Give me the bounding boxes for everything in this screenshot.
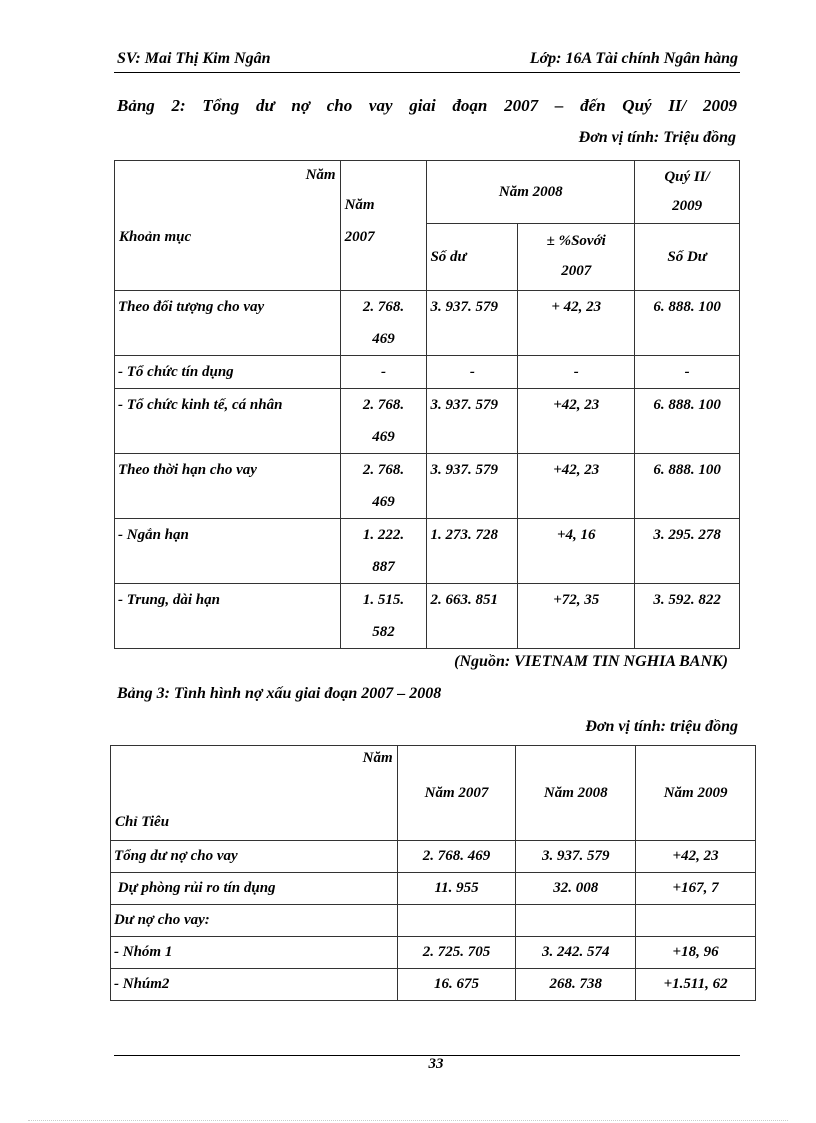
row-2007 bbox=[340, 389, 427, 454]
row-2009: +18, 96 bbox=[636, 937, 756, 969]
table2-sub-pct-l1: ± %Sovới bbox=[546, 233, 606, 249]
table2-title: Bảng 2: Tổng dư nợ cho vay giai đoạn 2007 – đến Quý II/ 2009 bbox=[117, 96, 737, 115]
row-2008: 3. 937. 579 bbox=[516, 841, 636, 873]
table2-col-2008: Năm 2008 bbox=[427, 161, 635, 224]
table3-bad-debt bbox=[110, 745, 756, 1001]
row-2007-a: 1. 222. bbox=[362, 527, 405, 543]
row-2008: 1. 273. 728 bbox=[427, 519, 518, 584]
row-2007: 2. 768. 469 bbox=[397, 841, 516, 873]
row-2009: +167, 7 bbox=[636, 873, 756, 905]
table3-col-2008: Năm 2008 bbox=[516, 746, 636, 841]
table3-corner-top: Năm bbox=[362, 750, 393, 766]
table2-loan-balance bbox=[114, 160, 740, 649]
table2-sub-q2-so-du: Số Dư bbox=[635, 224, 740, 291]
table-row bbox=[111, 937, 756, 969]
row-q2: - bbox=[635, 356, 740, 389]
row-q2: 6. 888. 100 bbox=[635, 291, 740, 356]
table2-col-2007-l2: 2007 bbox=[344, 229, 375, 245]
row-pct: +72, 35 bbox=[518, 584, 635, 649]
table3-title: Bảng 3: Tình hình nợ xấu giai đoạn 2007 – 2008 bbox=[117, 685, 442, 702]
table3-corner-header bbox=[111, 746, 398, 841]
table2-col-2007 bbox=[340, 161, 427, 291]
row-2008 bbox=[516, 905, 636, 937]
row-2007-a: 2. 768. bbox=[362, 299, 405, 315]
row-2008: 268. 738 bbox=[516, 969, 636, 1001]
table-row bbox=[111, 969, 756, 1001]
row-2007: 11. 955 bbox=[397, 873, 516, 905]
table2-col-2007-l1: Năm bbox=[344, 197, 375, 213]
table2-col-q2-l2: 2009 bbox=[672, 198, 703, 214]
row-2009: +1.511, 62 bbox=[636, 969, 756, 1001]
row-label: Dự phòng rủi ro tín dụng bbox=[111, 873, 398, 905]
row-label: Theo thời hạn cho vay bbox=[115, 454, 341, 519]
table-row bbox=[115, 356, 740, 389]
row-2007-b: 469 bbox=[372, 331, 395, 347]
table2-source: (Nguồn: VIETNAM TIN NGHIA BANK) bbox=[454, 653, 728, 670]
row-2007 bbox=[340, 519, 427, 584]
page-number: 33 bbox=[428, 1056, 444, 1072]
row-2008: 2. 663. 851 bbox=[427, 584, 518, 649]
table2-sub-so-du: Số dư bbox=[427, 224, 518, 291]
row-label: - Nhóm 1 bbox=[111, 937, 398, 969]
row-2007 bbox=[397, 905, 516, 937]
row-label: - Tổ chức tín dụng bbox=[115, 356, 341, 389]
header-class-name: Lớp: 16A Tài chính Ngân hàng bbox=[529, 50, 738, 67]
row-2007: 2. 725. 705 bbox=[397, 937, 516, 969]
row-label: Tổng dư nợ cho vay bbox=[111, 841, 398, 873]
row-q2: 6. 888. 100 bbox=[635, 389, 740, 454]
row-2007-a: 2. 768. bbox=[362, 462, 405, 478]
table2-sub-pct-l2: 2007 bbox=[561, 263, 592, 279]
row-label: Dư nợ cho vay: bbox=[111, 905, 398, 937]
row-2007-a: - bbox=[381, 364, 386, 380]
table2-corner-top: Năm bbox=[305, 167, 336, 183]
row-2008: 3. 937. 579 bbox=[427, 291, 518, 356]
table2-sub-pct bbox=[518, 224, 635, 291]
table-row bbox=[115, 584, 740, 649]
table-row bbox=[115, 454, 740, 519]
row-pct: +42, 23 bbox=[518, 454, 635, 519]
row-q2: 6. 888. 100 bbox=[635, 454, 740, 519]
table2-corner-bottom: Khoản mục bbox=[119, 229, 192, 245]
row-2008: - bbox=[427, 356, 518, 389]
row-2007-a: 2. 768. bbox=[362, 397, 405, 413]
row-2009: +42, 23 bbox=[636, 841, 756, 873]
table2-corner-header bbox=[115, 161, 341, 291]
row-label: - Tổ chức kinh tế, cá nhân bbox=[115, 389, 341, 454]
table3-col-2007: Năm 2007 bbox=[397, 746, 516, 841]
row-2008: 3. 937. 579 bbox=[427, 389, 518, 454]
table-row bbox=[111, 841, 756, 873]
row-2007 bbox=[340, 584, 427, 649]
row-2007 bbox=[340, 454, 427, 519]
row-2007 bbox=[340, 291, 427, 356]
row-2007-b: 582 bbox=[372, 624, 395, 640]
table-row bbox=[115, 519, 740, 584]
table3-unit: Đơn vị tính: triệu đồng bbox=[585, 718, 738, 735]
row-2008: 3. 937. 579 bbox=[427, 454, 518, 519]
row-label: - Nhúm2 bbox=[111, 969, 398, 1001]
row-2007-b: 469 bbox=[372, 494, 395, 510]
table2-unit: Đơn vị tính: Triệu đồng bbox=[578, 129, 736, 146]
row-2007 bbox=[340, 356, 427, 389]
table2-col-q2 bbox=[635, 161, 740, 224]
row-2007-b: 469 bbox=[372, 429, 395, 445]
table-row bbox=[111, 873, 756, 905]
page-bottom-dotted-rule bbox=[28, 1120, 788, 1121]
row-2008: 3. 242. 574 bbox=[516, 937, 636, 969]
row-2007-a: 1. 515. bbox=[362, 592, 405, 608]
row-2009 bbox=[636, 905, 756, 937]
row-q2: 3. 592. 822 bbox=[635, 584, 740, 649]
table3-corner-bottom: Chỉ Tiêu bbox=[115, 814, 170, 830]
row-label: - Trung, dài hạn bbox=[115, 584, 341, 649]
header-divider bbox=[114, 72, 740, 73]
row-label: Theo đối tượng cho vay bbox=[115, 291, 341, 356]
table-row bbox=[115, 389, 740, 454]
table-row bbox=[115, 291, 740, 356]
row-pct: + 42, 23 bbox=[518, 291, 635, 356]
row-pct: +4, 16 bbox=[518, 519, 635, 584]
row-2007-b: 887 bbox=[372, 559, 395, 575]
row-2008: 32. 008 bbox=[516, 873, 636, 905]
table3-col-2009: Năm 2009 bbox=[636, 746, 756, 841]
table2-col-q2-l1: Quý II/ bbox=[664, 169, 710, 185]
table-row bbox=[111, 905, 756, 937]
header-student-name: SV: Mai Thị Kim Ngân bbox=[117, 50, 271, 67]
row-label: - Ngắn hạn bbox=[115, 519, 341, 584]
row-q2: 3. 295. 278 bbox=[635, 519, 740, 584]
row-2007: 16. 675 bbox=[397, 969, 516, 1001]
row-pct: +42, 23 bbox=[518, 389, 635, 454]
row-pct: - bbox=[518, 356, 635, 389]
